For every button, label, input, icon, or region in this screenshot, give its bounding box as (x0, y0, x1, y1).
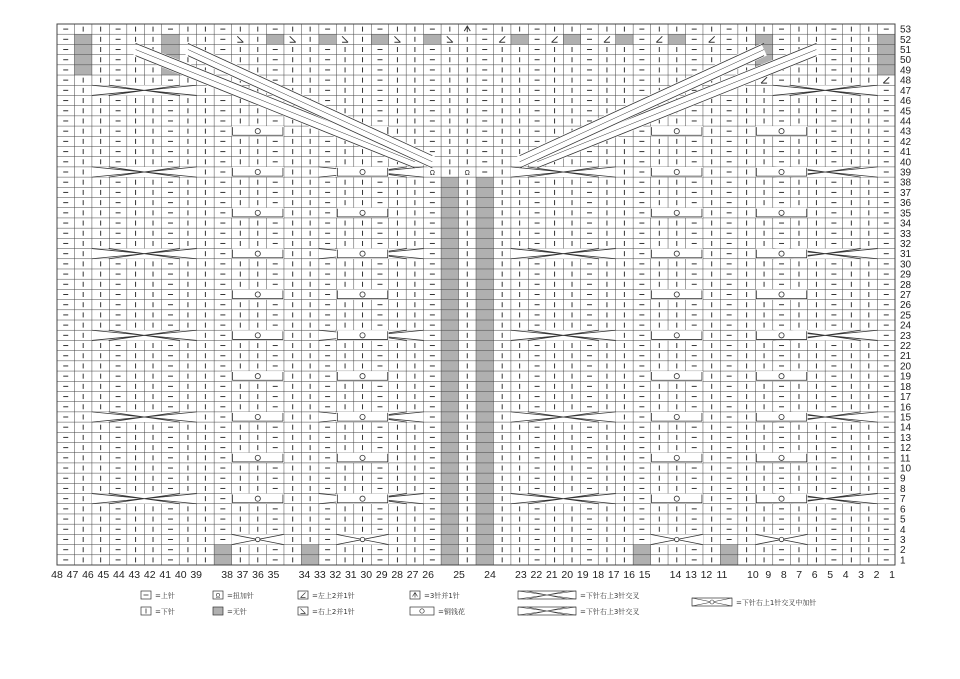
no-stitch-cell (441, 371, 458, 381)
no-stitch-cell (441, 259, 458, 269)
right-dec-symbol (447, 36, 453, 42)
no-stitch-cell (74, 34, 91, 44)
no-stitch-cell (476, 218, 493, 228)
no-stitch-cell (441, 422, 458, 432)
no-stitch-cell (441, 494, 458, 504)
column-label: 41 (159, 569, 172, 581)
no-stitch-cell (214, 545, 231, 555)
row-label: 24 (900, 320, 912, 332)
coin-bg (651, 412, 703, 422)
coin-bg (336, 330, 388, 340)
column-label: 8 (780, 569, 787, 581)
coin-bg (651, 289, 703, 299)
coin-bg (232, 412, 284, 422)
legend-label-no-stitch: =无针 (227, 608, 247, 616)
row-label: 49 (900, 65, 912, 77)
legend-twist-mark: Ω (215, 593, 221, 600)
no-stitch-cell (476, 443, 493, 453)
no-stitch-cell (476, 371, 493, 381)
row-label: 5 (900, 514, 906, 526)
no-stitch-cell (476, 238, 493, 248)
column-label: 1 (889, 569, 895, 581)
no-stitch-cell (476, 402, 493, 412)
no-stitch-cell (214, 555, 231, 565)
coin-bg (232, 208, 284, 218)
column-label: 21 (545, 569, 558, 581)
no-stitch-cell (441, 504, 458, 514)
row-label: 8 (900, 483, 906, 495)
row-label: 42 (900, 136, 912, 148)
right-dec-symbol (237, 36, 243, 42)
column-label: 14 (669, 569, 682, 581)
right-dec-symbol (394, 36, 400, 42)
no-stitch-cell (633, 545, 650, 555)
no-stitch-cell (476, 340, 493, 350)
no-stitch-cell (476, 514, 493, 524)
left-dec-symbol (656, 36, 662, 42)
no-stitch-cell (441, 279, 458, 289)
no-stitch-cell (476, 422, 493, 432)
no-stitch-cell (441, 228, 458, 238)
legend-label-knit: =下针 (155, 608, 175, 616)
coin-bg (336, 371, 388, 381)
column-label: 13 (685, 569, 697, 581)
legend-label-purl: =上针 (155, 592, 175, 600)
no-stitch-cell (441, 402, 458, 412)
row-label: 22 (900, 341, 912, 353)
column-label: 46 (82, 569, 94, 581)
no-stitch-cell (319, 34, 336, 44)
row-label: 21 (900, 351, 912, 363)
no-stitch-cell (878, 55, 895, 65)
row-label: 27 (900, 290, 912, 301)
no-stitch-cell (74, 55, 91, 65)
row-label: 45 (900, 106, 912, 118)
column-label: 2 (873, 569, 880, 581)
no-stitch-cell (476, 198, 493, 208)
no-stitch-cell (441, 381, 458, 391)
column-labels (51, 569, 895, 581)
coin-bg (336, 494, 388, 504)
legend-label-cable-right: =下针右上3针交叉 (580, 592, 640, 600)
no-stitch-cell (441, 320, 458, 330)
right-dec-symbol (290, 36, 296, 42)
row-label: 26 (900, 300, 912, 312)
column-label: 47 (66, 569, 79, 581)
coin-bg (651, 126, 703, 136)
cross-inc-circle (256, 537, 260, 541)
no-stitch-cell (441, 361, 458, 371)
no-stitch-cell (476, 320, 493, 330)
legend-crossinc-circle (710, 600, 714, 604)
row-label: 20 (900, 361, 912, 373)
row-label: 30 (900, 259, 912, 271)
legend (141, 591, 816, 616)
no-stitch-cell (720, 545, 737, 555)
no-stitch-cell (755, 34, 772, 44)
coin-bg (651, 249, 703, 259)
column-label: 43 (128, 569, 141, 581)
no-stitch-cell (441, 545, 458, 555)
coin-bg (651, 208, 703, 218)
column-label: 31 (344, 569, 357, 581)
no-stitch-cell (476, 524, 493, 534)
left-dec-symbol (499, 36, 505, 42)
legend-swatch-no-stitch (213, 607, 223, 615)
no-stitch-cell (476, 361, 493, 371)
no-stitch-cell (476, 432, 493, 442)
coin-bg (232, 126, 284, 136)
column-label: 39 (190, 569, 203, 581)
no-stitch-cell (371, 34, 388, 44)
no-stitch-cell (441, 208, 458, 218)
coin-bg (755, 412, 807, 422)
column-label: 36 (252, 569, 264, 581)
coin-bg (651, 494, 703, 504)
no-stitch-cell (476, 483, 493, 493)
row-label: 38 (900, 177, 912, 189)
coin-bg (232, 330, 284, 340)
row-labels (900, 25, 912, 567)
no-stitch-cell (441, 238, 458, 248)
no-stitch-cell (476, 279, 493, 289)
column-label: 35 (267, 569, 280, 581)
row-label: 50 (900, 55, 912, 67)
no-stitch-cell (441, 443, 458, 453)
column-label: 6 (811, 569, 818, 581)
no-stitch-cell (476, 310, 493, 320)
row-label: 34 (900, 218, 912, 230)
column-label: 45 (97, 569, 110, 581)
legend-label-right-dec: =右上2并1针 (312, 608, 355, 616)
row-label: 17 (900, 392, 912, 404)
no-stitch-cell (162, 34, 179, 44)
row-label: 37 (900, 187, 912, 199)
coin-bg (336, 249, 388, 259)
row-label: 9 (900, 473, 906, 485)
no-stitch-cell (476, 289, 493, 299)
coin-bg (232, 371, 284, 381)
coin-bg (336, 453, 388, 463)
coin-bg (755, 208, 807, 218)
no-stitch-cell (441, 310, 458, 320)
no-stitch-cell (476, 504, 493, 514)
row-label: 15 (900, 412, 912, 424)
no-stitch-cell (441, 249, 458, 259)
column-label: 44 (113, 569, 125, 581)
column-label: 23 (515, 569, 527, 581)
row-label: 36 (900, 198, 912, 210)
legend-label-left-dec: =左上2并1针 (312, 592, 355, 600)
no-stitch-cell (441, 391, 458, 401)
column-label: 24 (484, 569, 496, 581)
row-label: 1 (900, 555, 906, 567)
row-label: 43 (900, 126, 912, 138)
column-label: 15 (638, 569, 651, 581)
row-label: 13 (900, 432, 912, 444)
row-label: 19 (900, 371, 912, 383)
coin-bg (232, 289, 284, 299)
row-label: 40 (900, 157, 912, 169)
coin-bg (651, 371, 703, 381)
coin-bg (755, 494, 807, 504)
three-into-one-symbol (464, 26, 470, 32)
column-label: 17 (607, 569, 620, 581)
coin-bg (232, 494, 284, 504)
column-label: 42 (143, 569, 156, 581)
no-stitch-cell (616, 34, 633, 44)
coin-bg (232, 167, 284, 177)
diagonal-cable-line (520, 43, 764, 155)
column-label: 30 (360, 569, 373, 581)
coin-bg (336, 412, 388, 422)
column-label: 48 (51, 569, 63, 581)
diagonal-cable-line (136, 56, 415, 168)
column-label: 32 (329, 569, 342, 581)
no-stitch-cell (441, 198, 458, 208)
row-label: 46 (900, 96, 912, 108)
no-stitch-cell (878, 34, 895, 44)
row-label: 6 (900, 504, 906, 516)
left-dec-symbol (604, 36, 610, 42)
row-label: 2 (900, 545, 906, 557)
column-label: 11 (716, 569, 728, 581)
row-label: 4 (900, 524, 906, 536)
no-stitch-cell (441, 187, 458, 197)
row-label: 48 (900, 75, 912, 87)
twisted-inc-symbol: Ω (429, 170, 435, 178)
legend-label-twist-inc: =扭加针 (227, 592, 254, 600)
no-stitch-cell (441, 453, 458, 463)
column-label: 4 (842, 569, 849, 581)
no-stitch-cell (301, 545, 318, 555)
no-stitch-cell (441, 289, 458, 299)
column-label: 12 (700, 569, 713, 581)
no-stitch-cell (476, 534, 493, 544)
no-stitch-cell (441, 177, 458, 187)
no-stitch-cell (424, 34, 441, 44)
column-label: 7 (796, 569, 803, 581)
coin-bg (755, 453, 807, 463)
no-stitch-cell (476, 453, 493, 463)
no-stitch-cell (441, 514, 458, 524)
no-stitch-cell (162, 44, 179, 54)
row-label: 47 (900, 85, 912, 97)
no-stitch-cell (441, 269, 458, 279)
legend-label-cross-inc: =下针右上1针交叉中加针 (736, 599, 817, 607)
row-label: 16 (900, 402, 912, 414)
no-stitch-cell (441, 412, 458, 422)
no-stitch-cell (441, 473, 458, 483)
column-label: 18 (592, 569, 605, 581)
column-label: 16 (623, 569, 635, 581)
column-label: 40 (174, 569, 187, 581)
no-stitch-cell (476, 228, 493, 238)
no-stitch-cell (267, 34, 284, 44)
left-dec-symbol (883, 77, 889, 83)
no-stitch-cell (441, 555, 458, 565)
column-label: 27 (406, 569, 419, 581)
no-stitch-cell (476, 300, 493, 310)
row-label: 23 (900, 330, 912, 342)
coin-bg (336, 208, 388, 218)
row-label: 11 (900, 453, 911, 465)
no-stitch-cell (441, 351, 458, 361)
row-label: 18 (900, 381, 912, 393)
no-stitch-cell (633, 555, 650, 565)
coin-bg (651, 453, 703, 463)
coin-bg (755, 249, 807, 259)
no-stitch-cell (476, 177, 493, 187)
column-label: 29 (375, 569, 388, 581)
no-stitch-cell (476, 391, 493, 401)
no-stitch-cell (878, 65, 895, 75)
no-stitch-cell (441, 330, 458, 340)
coin-bg (755, 371, 807, 381)
row-label: 52 (900, 34, 912, 46)
column-label: 25 (453, 569, 465, 581)
no-stitch-cell (441, 218, 458, 228)
row-label: 33 (900, 228, 912, 240)
no-stitch-cell (476, 351, 493, 361)
row-label: 31 (900, 249, 912, 261)
no-stitch-cell (441, 300, 458, 310)
no-stitch-cell (476, 208, 493, 218)
row-label: 28 (900, 279, 912, 291)
no-stitch-cell (476, 412, 493, 422)
column-label: 5 (827, 569, 834, 581)
coin-bg (232, 453, 284, 463)
no-stitch-cell (476, 381, 493, 391)
no-stitch-cell (476, 555, 493, 565)
no-stitch-cell (720, 555, 737, 565)
row-label: 12 (900, 443, 912, 455)
row-label: 25 (900, 310, 912, 322)
legend-label-three-into-one: =3针并1针 (424, 592, 460, 600)
row-label: 41 (900, 147, 912, 159)
twisted-inc-symbol: Ω (464, 170, 470, 178)
right-dec-symbol (342, 36, 348, 42)
no-stitch-cell (476, 249, 493, 259)
no-stitch-cell (441, 534, 458, 544)
row-label: 10 (900, 463, 912, 475)
no-stitch-cell (441, 463, 458, 473)
no-stitch-cell (74, 44, 91, 54)
legend-label-coin: =铜钱花 (438, 608, 465, 616)
row-label: 32 (900, 238, 912, 250)
column-label: 22 (530, 569, 543, 581)
row-label: 53 (900, 24, 912, 36)
column-label: 9 (765, 569, 772, 581)
coin-bg (755, 330, 807, 340)
column-label: 38 (221, 569, 233, 581)
no-stitch-cell (563, 34, 580, 44)
row-label: 14 (900, 422, 912, 434)
no-stitch-cell (476, 269, 493, 279)
column-label: 19 (576, 569, 589, 581)
row-label: 51 (900, 45, 912, 57)
no-stitch-cell (441, 483, 458, 493)
coin-bg (755, 167, 807, 177)
column-label: 20 (561, 569, 574, 581)
no-stitch-cell (301, 555, 318, 565)
no-stitch-cell (511, 34, 528, 44)
row-label: 44 (900, 116, 912, 128)
no-stitch-cell (441, 432, 458, 442)
coin-bg (336, 289, 388, 299)
cross-inc-circle (360, 537, 364, 541)
no-stitch-cell (476, 473, 493, 483)
left-dec-symbol (552, 36, 558, 42)
no-stitch-cell (878, 44, 895, 54)
coin-bg (651, 167, 703, 177)
legend-label-cable-right-2: =下针右上3针交叉 (580, 608, 640, 616)
column-label: 33 (314, 569, 326, 581)
column-label: 10 (746, 569, 759, 581)
column-label: 3 (858, 569, 864, 581)
no-stitch-cell (441, 524, 458, 534)
column-label: 37 (236, 569, 249, 581)
column-label: 26 (422, 569, 434, 581)
coin-bg (755, 289, 807, 299)
no-stitch-cell (668, 34, 685, 44)
no-stitch-cell (74, 65, 91, 75)
no-stitch-cell (476, 330, 493, 340)
no-stitch-cell (441, 340, 458, 350)
row-label: 35 (900, 208, 912, 220)
no-stitch-cell (476, 545, 493, 555)
cross-inc-circle (779, 537, 783, 541)
coin-bg (336, 167, 388, 177)
diagonal-cable-line (520, 56, 764, 168)
column-label: 28 (391, 569, 404, 581)
left-dec-symbol (709, 36, 715, 42)
no-stitch-cell (476, 494, 493, 504)
no-stitch-cell (476, 187, 493, 197)
no-stitch-cell (476, 463, 493, 473)
coin-bg (232, 249, 284, 259)
cross-inc-circle (675, 537, 679, 541)
no-stitch-cell (476, 259, 493, 269)
coin-bg (755, 126, 807, 136)
row-label: 3 (900, 534, 906, 546)
column-label: 34 (298, 569, 311, 581)
coin-bg (651, 330, 703, 340)
row-label: 29 (900, 269, 912, 281)
row-label: 7 (900, 494, 906, 506)
legend-swatch-coin (410, 607, 434, 615)
row-label: 39 (900, 167, 912, 179)
